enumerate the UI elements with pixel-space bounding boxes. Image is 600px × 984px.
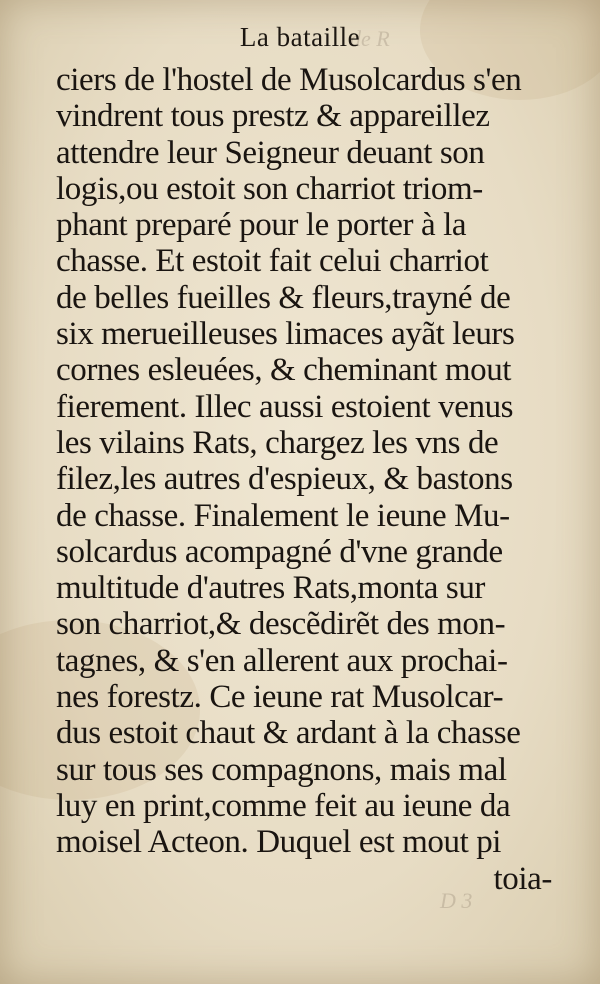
text-line: de chasse. Finalement le ieune Mu- xyxy=(56,497,510,534)
text-line: dus estoit chaut & ardant à la chasse xyxy=(56,715,521,752)
text-line: moisel Acteon. Duquel est mout pi xyxy=(56,824,502,861)
text-line: multitude d'autres Rats,monta sur xyxy=(56,570,486,607)
text-line: vindrent tous prestz & appareillez xyxy=(56,98,490,135)
text-line: sur tous ses compagnons, mais mal xyxy=(56,751,507,788)
text-line: nes forestz. Ce ieune rat Musolcar- xyxy=(56,679,504,716)
text-line: de belles fueilles & fleurs,trayné de xyxy=(56,279,511,316)
text-line: filez,les autres d'espieux, & bastons xyxy=(56,461,513,498)
text-line: logis,ou estoit son charriot triom- xyxy=(56,170,483,207)
text-line: solcardus acompagné d'vne grande xyxy=(56,533,503,570)
running-head: La bataille xyxy=(239,22,361,52)
show-through-text: de R xyxy=(350,26,390,51)
text-line: ciers de l'hostel de Musolcardus s'en xyxy=(56,62,522,98)
text-line: attendre leur Seigneur deuant son xyxy=(56,134,485,171)
text-line: chasse. Et estoit fait celui charriot xyxy=(56,243,489,280)
text-block xyxy=(56,62,556,897)
show-through-text: D 3 xyxy=(440,888,473,913)
catchword: toia- xyxy=(493,860,552,897)
text-line: cornes esleuées, & cheminant mout xyxy=(56,352,512,389)
text-line: son charriot,& descẽdirẽt des mon- xyxy=(56,606,506,643)
text-line: six merueilleuses limaces ayãt leurs xyxy=(56,316,515,353)
text-line: phant preparé pour le porter à la xyxy=(56,207,467,244)
text-line: fierement. Illec aussi estoient venus xyxy=(56,388,514,425)
text-line: les vilains Rats, chargez les vns de xyxy=(56,424,499,461)
text-line: tagnes, & s'en allerent aux prochai- xyxy=(56,642,508,679)
text-line: luy en print,comme feit au ieune da xyxy=(56,787,511,824)
